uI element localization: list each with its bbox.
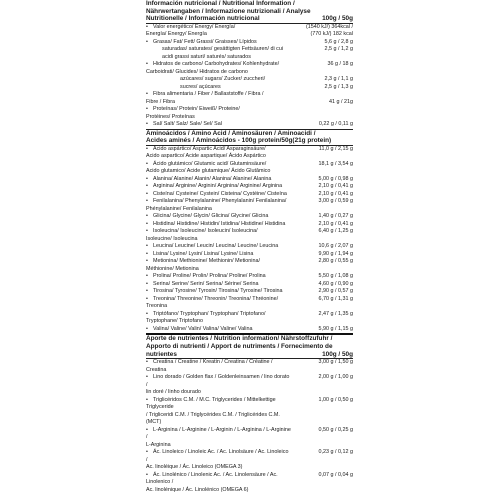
row-label: • Lino dorado / Golden flax / Goldenleinsamen / lino dorato / (146, 374, 293, 389)
row-value: 5,6 g / 2,8 g (324, 38, 353, 45)
row-value: 1,40 g / 0,27 g (318, 213, 353, 220)
nutrient-title-line-3: nutrientes (146, 350, 177, 358)
row-value: 2,3 g / 1,1 g (324, 76, 353, 83)
row-label: Protéines/ Proteínas (146, 113, 195, 120)
table-row (146, 206, 353, 214)
table-row (146, 69, 353, 77)
nutrient-header-row (146, 351, 353, 360)
nutrition-label (146, 0, 353, 494)
table-row (146, 251, 353, 259)
row-label: • Metionina/ Methionine/ Methionin/ Metionina/ (146, 258, 293, 266)
table-row (146, 273, 353, 281)
table-row (146, 397, 353, 412)
row-value: 2,10 g / 0,41 g (318, 220, 353, 227)
row-label: acidi grassi saturi/ saturés/ saturados (162, 53, 251, 60)
table-row (146, 281, 353, 289)
row-value: 5,00 g / 0,98 g (318, 175, 353, 182)
table-row (146, 168, 353, 176)
nutrition-title-line-3: Nutritionelle / Información nutricional (146, 15, 260, 23)
table-row (146, 412, 353, 427)
row-value: 36 g / 18 g (327, 61, 353, 68)
nutrient-per-unit-header: 100g / 50g (322, 350, 353, 358)
row-label: Ac. linoléique / Ác. Linoleico (OMEGA 3) (146, 464, 243, 471)
row-value: 41 g / 21g (329, 98, 353, 105)
row-label: • Tirosina/ Tyrosine/ Tyrosin/ Tirosina/ Tyrosine/ Tirosina (146, 288, 293, 296)
row-label: • Arginina/ Arginine/ Arginin/ Arginina/ Arginine/ Arginina (146, 183, 293, 191)
table-row (146, 46, 353, 54)
row-value: 0,23 g / 0,12 g (318, 449, 353, 456)
nutrient-table (146, 359, 353, 494)
row-label: • Ácido aspártico/ Aspartic Acid/ Asparaginsäure/ (146, 146, 293, 154)
table-row (146, 84, 353, 92)
row-label: • Valina/ Valine/ Valin/ Valina/ Valine/ Valina (146, 326, 293, 334)
table-row (146, 318, 353, 326)
row-label: • Grasas/ Fat/ Fett/ Grassi/ Graisses/ Lípidos (146, 39, 293, 47)
row-label: Méthionine/ Metionina (146, 265, 199, 272)
table-row (146, 296, 353, 311)
table-row (146, 311, 353, 319)
table-row (146, 213, 353, 221)
row-label: • Ác. Linoleico / Linoleic Ac. / Ac. Linolsäure / Ac. Linoleico / (146, 449, 293, 464)
row-value: 2,10 g / 0,41 g (318, 183, 353, 190)
row-label: • Fibra alimentaria / Fiber / Ballaststoffe / Fibra / (146, 91, 293, 99)
row-label: Tryptophane/ Triptofano (146, 318, 204, 325)
row-value: 9,90 g / 1,94 g (318, 250, 353, 257)
table-row (146, 228, 353, 236)
table-row (146, 326, 353, 334)
row-value: (770 kJ/) 182 kcal (310, 31, 353, 38)
table-row (146, 221, 353, 229)
row-label: lin doré / linho dourado (146, 389, 201, 396)
table-row (146, 183, 353, 191)
table-row (146, 176, 353, 184)
table-row (146, 464, 353, 472)
row-value: 3,00 g / 1,50 g (318, 359, 353, 366)
row-label: Carboidrati/ Glucides/ Hidratos de carbono (146, 68, 248, 75)
table-row (146, 106, 353, 114)
row-value: 2,10 g / 0,41 g (318, 190, 353, 197)
table-row (146, 99, 353, 107)
table-row (146, 61, 353, 69)
table-row (146, 191, 353, 199)
nutrition-title-line-2: Nährwertangaben / Informazione nutrizionali / Analyse (146, 7, 311, 15)
table-row (146, 76, 353, 84)
row-value: 0,07 g / 0,04 g (318, 471, 353, 478)
nutrient-title-line-1: Aporte de nutrientes / Nutrition information/ Nährstoffzufuhr / (146, 333, 353, 343)
row-label: • L-Arginina / L-Arginine / L-Arginin / L-Arginina / L-Arginine / (146, 427, 293, 442)
row-value: 2,00 g / 1,00 g (318, 374, 353, 381)
table-row (146, 114, 353, 122)
row-label: • Sal/ Salt/ Salz/ Sale/ Sel/ Sal (146, 121, 293, 129)
table-row (146, 236, 353, 244)
row-label: • Creatina / Creatine / Kreatin / Creatina / Créatine / Creatina (146, 359, 293, 374)
table-row (146, 24, 353, 32)
row-value: 5,50 g / 1,08 g (318, 273, 353, 280)
row-value: 2,47 g / 1,35 g (318, 310, 353, 317)
row-label: Fibre / Fibra (146, 98, 176, 105)
row-value: 18,1 g / 3,54 g (318, 160, 353, 167)
row-value: 2,90 g / 0,57 g (318, 288, 353, 295)
row-value: 6,40 g / 1,25 g (318, 228, 353, 235)
row-label: • Isoleucina/ Isoleucine/ Isoleucin/ Isoleucina/ (146, 228, 293, 236)
row-label: Acido glutamico/ Acide glutamique/ Ácido Glutâmico (146, 168, 271, 175)
row-value: 11,0 g / 2,15 g (318, 145, 353, 152)
row-label: sucres/ açúcares (180, 83, 221, 90)
nutrition-table (146, 24, 353, 129)
row-value: 5,90 g / 1,15 g (318, 325, 353, 332)
row-value: 0,22 g / 0,11 g (318, 121, 353, 128)
row-label: • Proteínas/ Protein/ Eiweiß/ Proteine/ (146, 106, 293, 114)
amino-acid-table (146, 146, 353, 334)
table-row (146, 39, 353, 47)
row-value: 3,00 g / 0,59 g (318, 198, 353, 205)
row-value: 2,5 g / 1,2 g (324, 46, 353, 53)
row-label: • Fenilalanina/ Phenylalanine/ Phenylalanin/ Fenilalanina/ (146, 198, 293, 206)
row-value: 1,00 g / 0,50 g (318, 396, 353, 403)
table-row (146, 54, 353, 62)
row-label: Isoleucine/ Isoleucina (146, 235, 198, 242)
row-value: 10,6 g / 2,07 g (318, 243, 353, 250)
nutrition-title-line-1: Información nutricional / Nutritional Information / (146, 0, 295, 7)
row-label: Phénylalanine/ Fenilalanina (146, 205, 212, 212)
row-label: • Treonina/ Threonine/ Threonin/ Treonina/ Thréonine/ Treonina (146, 296, 293, 311)
row-label: Ac. linolénique / Ác. Linolénico (OMEGA 6) (146, 486, 249, 493)
table-row (146, 153, 353, 161)
row-label: • Serina/ Serine/ Serin/ Serina/ Sérine/ Serina (146, 281, 293, 289)
row-label: Acido aspartico/ Acide aspartique/ Ácido Aspártico (146, 153, 266, 160)
per-unit-header: 100g / 50g (322, 15, 353, 23)
nutrition-header-row (146, 15, 353, 24)
table-row (146, 288, 353, 296)
row-value: 2,80 g / 0,55 g (318, 258, 353, 265)
row-label: • Glicina/ Glycine/ Glycin/ Glicina/ Glycine/ Glicina (146, 213, 293, 221)
row-label: • Ác. Linolénico / Linolenic Ac. / Ac. Linolensäure / Ac. Linolenico / (146, 472, 293, 487)
row-value: 0,50 g / 0,25 g (318, 426, 353, 433)
row-label: • Ácido glutámico/ Glutamic acid/ Glutaminsäure/ (146, 161, 293, 169)
row-label: • Valor energético/ Energy/ Energía/ (146, 24, 293, 32)
table-row (146, 198, 353, 206)
amino-title-line-2: Acides aminés / Aminoácidos - 100g protein/50g(21g protein) (146, 137, 353, 146)
table-row (146, 359, 353, 374)
row-label: • Triptófano/ Tryptophan/ Tryptophan/ Triptofano/ (146, 311, 293, 319)
nutrient-title-line-2: Apporto di nutrienti / Apport de nutriments / Fornecimento de (146, 343, 333, 351)
table-row (146, 449, 353, 464)
row-label: azúcares/ sugars/ Zucker/ zuccheri/ (180, 76, 266, 83)
table-row (146, 121, 353, 129)
table-row (146, 243, 353, 251)
table-row (146, 266, 353, 274)
row-value: 2,5 g / 1,3 g (324, 83, 353, 90)
row-value: (1540 kJ/) 364kcal / (305, 23, 353, 30)
row-label: • Lisina/ Lysine/ Lysin/ Lisina/ Lysine/ Lisina (146, 251, 293, 259)
row-value: 4,60 g / 0,90 g (318, 280, 353, 287)
table-row (146, 31, 353, 39)
table-row (146, 472, 353, 487)
row-label: • Histidina/ Histidine/ Histidin/ Istidina/ Histidine/ Histidina (146, 221, 293, 229)
table-row (146, 487, 353, 495)
row-label: • Leucina/ Leucine/ Leucin/ Leucina/ Leucine/ Leucina (146, 243, 293, 251)
row-label: L-Arginina (146, 441, 171, 448)
table-row (146, 427, 353, 442)
row-label: • Triglicéridos C.M. / M.C. Triglycerides / Mittelkettige Triglyceride (146, 397, 293, 412)
table-row (146, 258, 353, 266)
row-label: • Prolina/ Proline/ Prolin/ Prolina/ Proline/ Prolina (146, 273, 293, 281)
row-label: / Trigliceridi C.M. / Triglycérides C.M. / Triglicérides C.M.(MCT) (146, 411, 280, 426)
table-row (146, 374, 353, 389)
row-label: • Alanina/ Alanine/ Alanin/ Alanina/ Alanine/ Alanina (146, 176, 293, 184)
row-label: saturadas/ saturates/ gesättigten Fettsäuren/ di cui (162, 46, 284, 53)
row-label: • Cisteína/ Cysteine/ Cystein/ Cisteina/ Cystéine/ Cisteína (146, 191, 293, 199)
table-row (146, 91, 353, 99)
row-value: 6,70 g / 1,31 g (318, 295, 353, 302)
amino-title-line-1: Aminoácidos / Amino Acid / Aminosäuren / Aminoacidi / (146, 129, 353, 138)
row-label: • Hidratos de carbono/ Carbohydrates/ Kohlenhydrate/ (146, 61, 293, 69)
table-row (146, 389, 353, 397)
row-label: Energía/ Energy/ Energía (146, 31, 207, 38)
